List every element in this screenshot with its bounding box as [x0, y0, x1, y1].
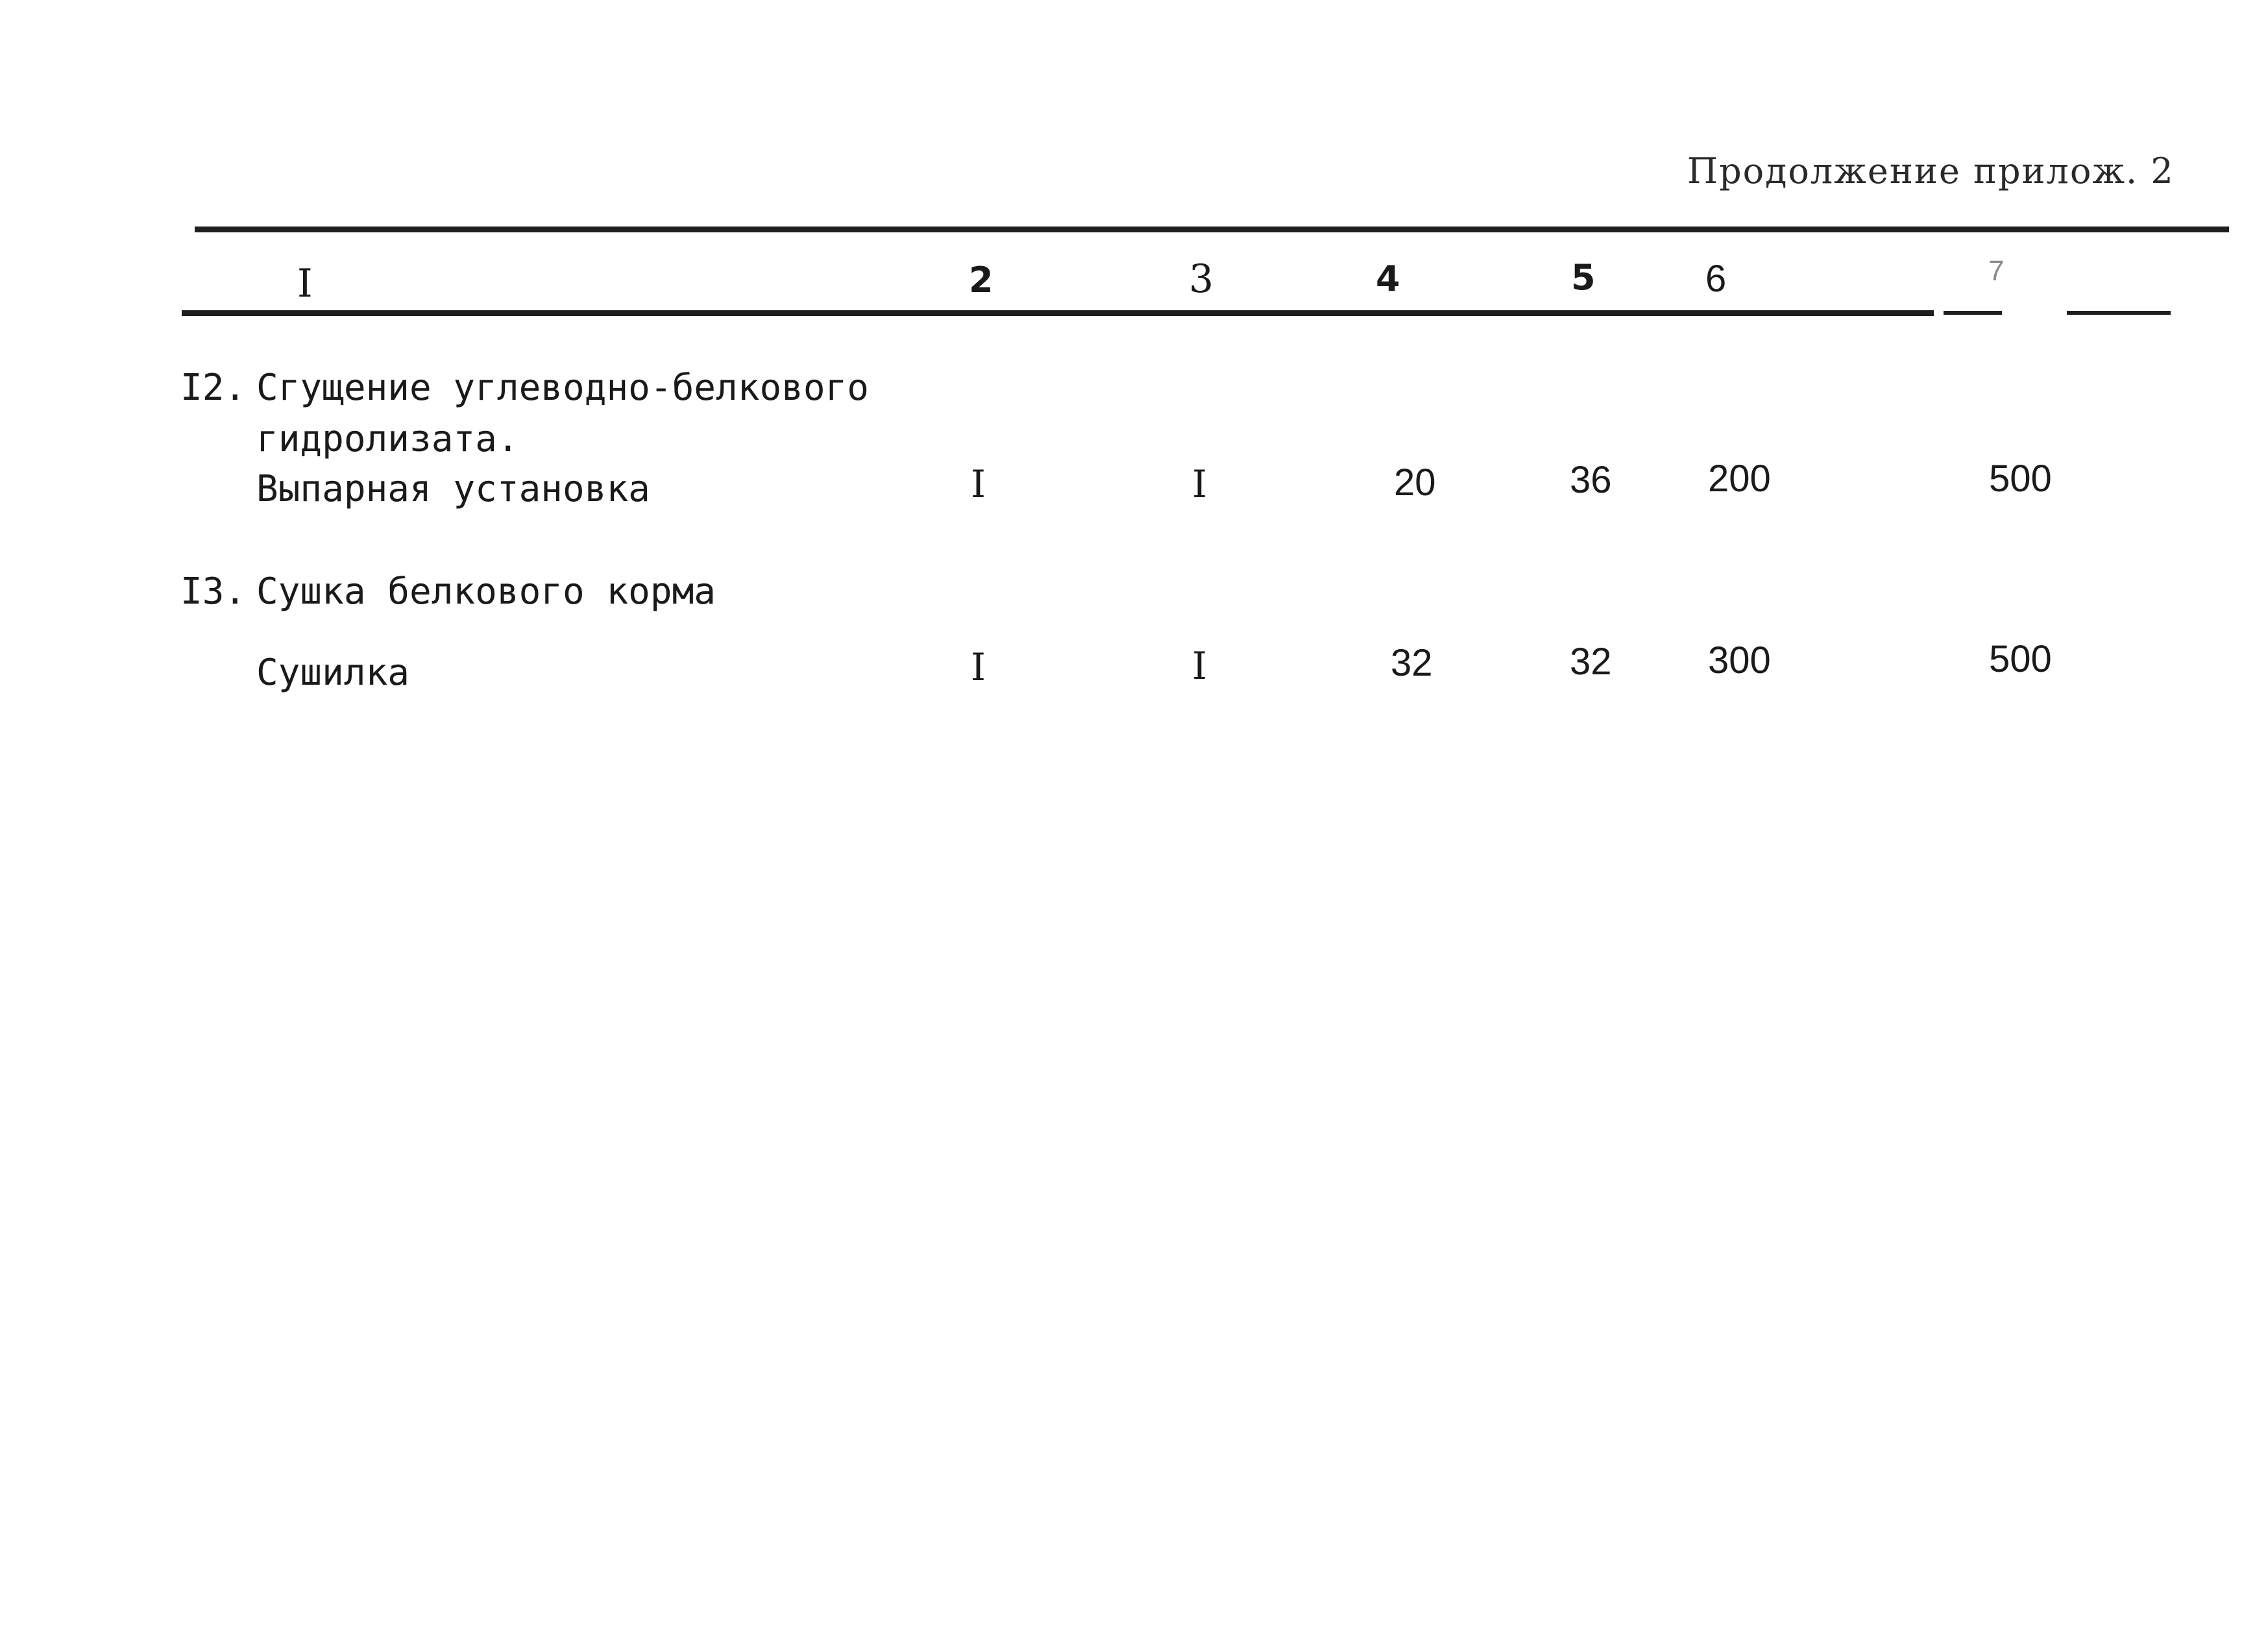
cell-col-7: 500 [1989, 638, 2052, 680]
cell-col-2: I [971, 645, 986, 689]
cell-col-7: 500 [1989, 458, 2052, 500]
cell-col-5: 36 [1570, 459, 1612, 501]
row-number: I3. [180, 570, 247, 613]
row-number: I2. [180, 367, 247, 409]
column-number-6: 6 [1705, 258, 1727, 300]
row-title-line-2: гидролизата. [256, 418, 519, 460]
column-number-2: 2 [969, 260, 994, 300]
table-header-rule-segment [2067, 311, 2171, 315]
cell-col-4: 32 [1391, 642, 1433, 684]
column-number-3: 3 [1189, 256, 1214, 302]
cell-col-3: I [1192, 644, 1207, 688]
column-number-7: 7 [1988, 255, 2005, 287]
row-title-line-1: Сгущение углеводно-белкового [256, 367, 870, 409]
row-equipment: Сушилка [256, 652, 410, 694]
cell-col-6: 200 [1708, 458, 1771, 500]
cell-col-6: 300 [1708, 639, 1771, 681]
column-number-4: 4 [1376, 258, 1400, 299]
cell-col-3: I [1192, 462, 1207, 506]
table-top-rule [195, 227, 2229, 232]
row-equipment: Выпарная установка [256, 468, 650, 510]
continuation-caption: Продолжение прилож. 2 [1687, 151, 2175, 191]
cell-col-4: 20 [1394, 461, 1436, 504]
row-title-line-1: Сушка белкового корма [256, 570, 716, 613]
table-header-rule [182, 310, 1934, 316]
column-number-1: I [297, 261, 313, 306]
table-header-rule-segment [1944, 311, 2002, 315]
cell-col-5: 32 [1570, 641, 1612, 683]
cell-col-2: I [971, 462, 986, 506]
column-number-5: 5 [1571, 257, 1596, 298]
